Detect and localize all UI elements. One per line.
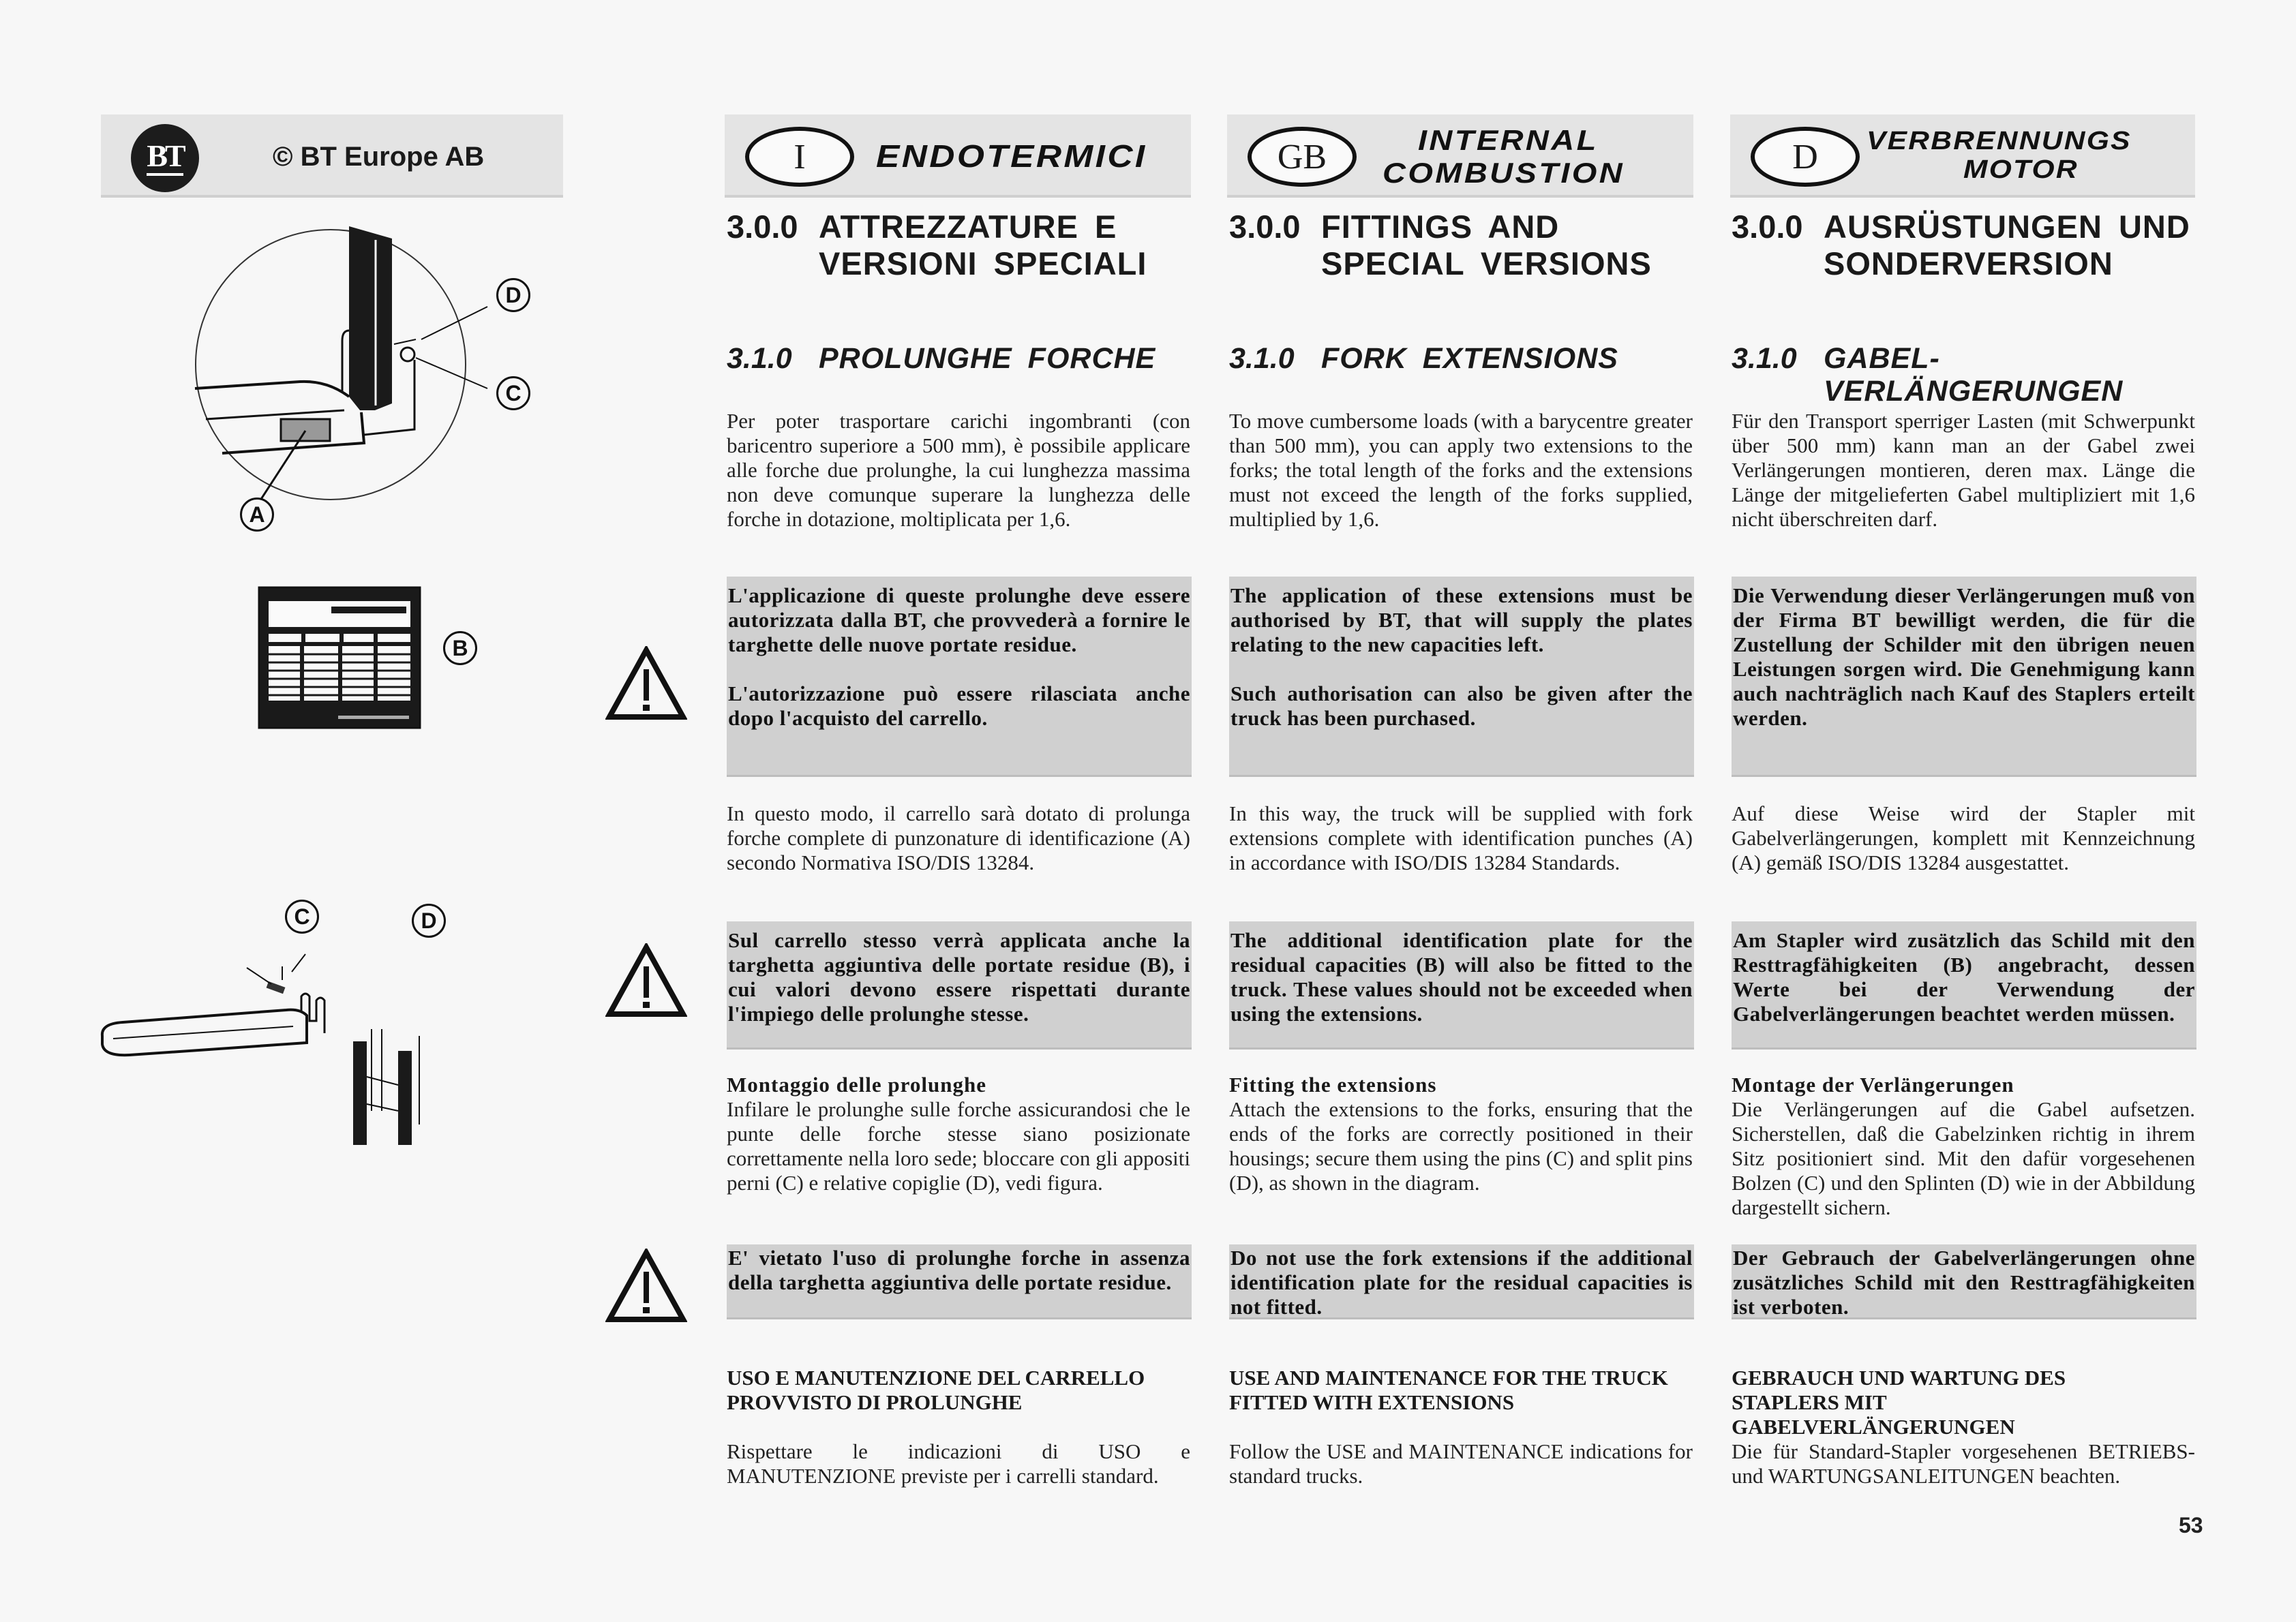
warning-box-prohibition [1229, 1244, 1694, 1319]
intro-paragraph: To move cumbersome loads (with a barycentre greater than 500 mm), you can apply two extensions to the forks; the total length of the forks and the extensions must not exceed the length of the forks supplied, multiplied by 1,6. [1229, 409, 1693, 531]
warning-box-authorisation [727, 577, 1192, 777]
fork-extensions-figure [95, 940, 634, 1145]
warning-box-capacity-plate [727, 921, 1192, 1050]
warning-text: Der Gebrauch der Gabelverlängerungen ohne zusätzliches Schild mit den Resttragfähigkeiten ist verboten. [1733, 1246, 2195, 1319]
callout-d-forks: D [412, 904, 446, 938]
use-maintenance-section [1732, 1366, 2195, 1488]
warning-text: Sul carrello stesso verrà applicata anche la targhetta aggiuntiva delle portate residue (B), i cui valori devono essere rispettati durante l'impiego delle prolunghe stesse. [728, 928, 1190, 1026]
subsection-title: FORK EXTENSIONS [1321, 342, 1618, 375]
warning-text: Am Stapler wird zusätzlich das Schild mit den Resttragfähigkeiten (B) angebracht, dessen Werte bei der Verwendung der Gabelverlängerungen beachtet werden müssen. [1733, 928, 2195, 1026]
capacity-plate-figure [258, 586, 421, 729]
identification-paragraph: In questo modo, il carrello sarà dotato di prolunga forche complete di punzonature di identificazione (A) secondo Normativa ISO/DIS 13284. [727, 801, 1190, 874]
warning-box-prohibition [727, 1244, 1192, 1319]
subsection-heading [1732, 342, 2202, 408]
use-text: Rispettare le indicazioni di USO e MANUTENZIONE previste per i carrelli standard. [727, 1439, 1190, 1488]
page-number: 53 [2179, 1513, 2203, 1537]
fitting-text: Infilare le prolunghe sulle forche assicurandosi che le punte delle forche stesse siano posizionate correttamente nella loro sede; bloccare con gli appositi perni (C) e relative copiglie (D), vedi figura. [727, 1097, 1190, 1195]
intro-paragraph: Per poter trasportare carichi ingombranti (con baricentro superiore a 500 mm), è possibile applicare alle forche due prolunghe, la cui lunghezza massima non deve comunque superare la lunghezza delle forche in dotazione, moltiplicata per 1,6. [727, 409, 1190, 531]
identification-paragraph: Auf diese Weise wird der Stapler mit Gabelverlängerungen, komplett mit Kennzeichnung (A) gemäß ISO/DIS 13284 ausgestattet. [1732, 801, 2195, 874]
fitting-text: Attach the extensions to the forks, ensuring that the ends of the forks are correctly positioned in their housings; secure them using the pins (C) and split pins (D), as shown in the diagram. [1229, 1097, 1693, 1195]
warning-text: The application of these extensions must be authorised by BT, that will supply the plates relating to the new capacities left. [1230, 583, 1693, 656]
warning-triangle-icon [605, 943, 687, 1018]
fitting-section [1229, 1073, 1693, 1195]
warning-text: L'autorizzazione può essere rilasciata anche dopo l'acquisto del carrello. [728, 682, 1190, 730]
section-number: 3.0.0 [727, 209, 798, 245]
language-title-line2: COMBUSTION [1383, 157, 1625, 189]
fork-detail-figure [177, 218, 545, 545]
language-badge: D [1751, 127, 1860, 187]
callout-d-detail: D [496, 278, 530, 312]
subsection-heading [727, 342, 1197, 376]
subsection-heading [1229, 342, 1700, 376]
section-number: 3.0.0 [1732, 209, 1803, 245]
language-header-german [1730, 114, 2195, 198]
use-title: USE AND MAINTENANCE FOR THE TRUCK FITTED WITH EXTENSIONS [1229, 1366, 1668, 1414]
bt-logo-icon: BT [131, 124, 199, 192]
section-title: FITTINGS AND SPECIAL VERSIONS [1321, 209, 1652, 281]
language-header-italian [725, 114, 1191, 198]
subsection-number: 3.1.0 [1732, 342, 1797, 375]
callout-a-detail: A [240, 498, 274, 532]
warning-box-authorisation [1229, 577, 1694, 777]
language-badge: I [745, 127, 854, 187]
callout-c-detail: C [496, 376, 530, 410]
section-number: 3.0.0 [1229, 209, 1301, 245]
warning-box-capacity-plate [1732, 921, 2196, 1050]
fitting-title: Fitting the extensions [1229, 1073, 1437, 1097]
use-title: USO E MANUTENZIONE DEL CARRELLO PROVVISTO DI PROLUNGHE [727, 1366, 1145, 1414]
warning-triangle-icon [605, 646, 687, 721]
use-text: Die für Standard-Stapler vorgesehenen BETRIEBS- und WARTUNGSANLEITUNGEN beachten. [1732, 1439, 2195, 1488]
callout-c-forks: C [285, 900, 319, 934]
subsection-number: 3.1.0 [727, 342, 792, 375]
warning-text: E' vietato l'uso di prolunghe forche in assenza della targhetta aggiuntiva delle portate residue. [728, 1246, 1190, 1294]
warning-box-authorisation [1732, 577, 2196, 777]
warning-text: Die Verwendung dieser Verlängerungen muß von der Firma BT bewilligt werden, die für die Zustellung der Schilder mit den übrigen neuen Leistungen sorgen wird. Die Genehmigung kann auch nachträglich nach Kauf des Staplers erteilt werden. [1733, 583, 2195, 730]
fitting-section [727, 1073, 1190, 1195]
fitting-title: Montaggio delle prolunghe [727, 1073, 986, 1097]
section-title: AUSRÜSTUNGEN UND SONDERVERSION [1824, 209, 2190, 281]
use-title: GEBRAUCH UND WARTUNG DES STAPLERS MIT GABELVERLÄNGERUNGEN [1732, 1366, 2066, 1439]
language-header-english [1227, 114, 1693, 198]
use-maintenance-section [1229, 1366, 1693, 1488]
intro-paragraph: Für den Transport sperriger Lasten (mit Schwerpunkt über 500 mm) kann man an der Gabel zwei Verlängerungen montieren, deren max. Länge die Länge der mitgelieferten Gabel multipliziert mit 1,6 nicht überschreiten darf. [1732, 409, 2195, 531]
warning-text: L'applicazione di queste prolunghe deve essere autorizzata dalla BT, che provvederà a fornire le targhette delle nuove portate residue. [728, 583, 1190, 656]
section-heading [727, 209, 1197, 284]
warning-triangle-icon [605, 1249, 687, 1323]
use-maintenance-section [727, 1366, 1190, 1488]
language-title: ENDOTERMICI [876, 138, 1147, 174]
identification-paragraph: In this way, the truck will be supplied with fork extensions complete with identification punches (A) in accordance with ISO/DIS 13284 Standards. [1229, 801, 1693, 874]
warning-box-capacity-plate [1229, 921, 1694, 1050]
language-title-line2: MOTOR [1963, 155, 2079, 184]
warning-box-prohibition [1732, 1244, 2196, 1319]
language-badge: GB [1248, 127, 1357, 187]
section-heading [1732, 209, 2202, 284]
fitting-section [1732, 1073, 2195, 1220]
subsection-number: 3.1.0 [1229, 342, 1295, 375]
section-heading [1229, 209, 1700, 284]
brand-header [101, 114, 563, 198]
copyright-label: © BT Europe AB [273, 142, 485, 172]
use-text: Follow the USE and MAINTENANCE indications for standard trucks. [1229, 1439, 1693, 1488]
warning-text: Such authorisation can also be given after the truck has been purchased. [1230, 682, 1693, 730]
language-title-line1: VERBRENNUNGS [1867, 127, 2132, 155]
warning-text: Do not use the fork extensions if the additional identification plate for the residual capacities is not fitted. [1230, 1246, 1693, 1319]
language-title-line1: INTERNAL [1418, 124, 1599, 156]
subsection-title: GABEL- VERLÄNGERUNGEN [1824, 342, 2124, 408]
fitting-title: Montage der Verlängerungen [1732, 1073, 2014, 1097]
section-title: ATTREZZATURE E VERSIONI SPECIALI [819, 209, 1147, 281]
warning-text: The additional identification plate for the residual capacities (B) will also be fitted to the truck. These values should not be exceeded when using the extensions. [1230, 928, 1693, 1026]
fitting-text: Die Verlängerungen auf die Gabel aufsetzen. Sicherstellen, daß die Gabelzinken richtig in ihrem Sitz positioniert sind. Mit den dafür vorgesehenen Bolzen (C) und den Splinten (D) wie in der Abbildung dargestellt sichern. [1732, 1097, 2195, 1219]
subsection-title: PROLUNGHE FORCHE [819, 342, 1156, 375]
callout-b-plate: B [443, 631, 477, 665]
